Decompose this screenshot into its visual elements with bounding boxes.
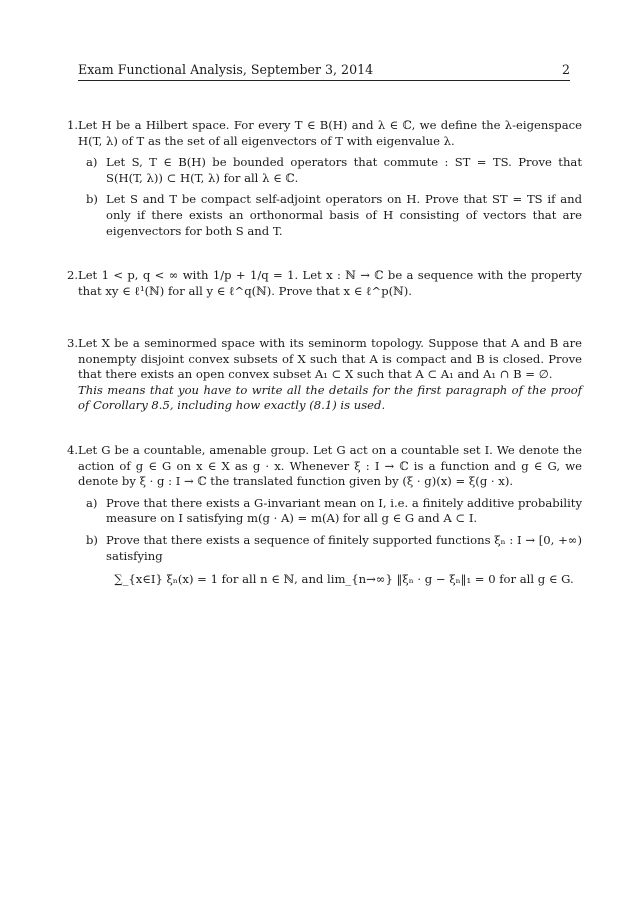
problem-3 <box>56 336 582 414</box>
problem-note: This means that you have to write all the details for the first paragraph of the proof of Corollary 8.5, including how exactly (8.1) is used. <box>78 382 582 413</box>
part-label: b) <box>86 192 98 207</box>
problem-number: 3. <box>66 336 78 350</box>
problem-2 <box>56 268 582 299</box>
problem-part <box>78 533 582 564</box>
part-label: a) <box>86 495 98 510</box>
problem-part <box>78 192 582 239</box>
problem-number: 2. <box>66 268 78 282</box>
problem-part <box>78 496 582 527</box>
part-label: b) <box>86 532 98 547</box>
problem-number: 4. <box>66 443 78 457</box>
problem-1 <box>56 118 582 239</box>
part-text: Let S, T ∈ B(H) be bounded operators that commute : ST = TS. Prove that S(H(T, λ)) ⊂ H(T, λ) for all λ ∈ ℂ. <box>106 155 582 185</box>
page-number: 2 <box>561 62 570 77</box>
part-label: a) <box>86 155 98 170</box>
display-equation <box>106 572 582 588</box>
part-text: Prove that there exists a G-invariant mean on I, i.e. a finitely additive probability measure on I satisfying m(g · A) = m(A) for all g ∈ G and A ⊂ I. <box>106 495 582 526</box>
equation-text: ∑_{x∈I} ξₙ(x) = 1 for all n ∈ ℕ, and lim_{n→∞} ‖ξₙ · g − ξₙ‖₁ = 0 for all g ∈ G. <box>114 572 574 587</box>
problem-number: 1. <box>66 118 78 132</box>
part-text: Prove that there exists a sequence of finitely supported functions ξₙ : I → [0, +∞) satisfying <box>106 532 582 563</box>
exam-title: Exam Functional Analysis, September 3, 2014 <box>78 62 374 77</box>
problem-text: Let H be a Hilbert space. For every T ∈ B(H) and λ ∈ ℂ, we define the λ-eigenspace H(T, λ) of T as the set of all eigenvectors of T with eigenvalue λ. <box>78 118 582 148</box>
problem-text: Let X be a seminormed space with its seminorm topology. Suppose that A and B are nonempty disjoint convex subsets of X such that A is compact and B is closed. Prove that there exists an open convex subset A₁ ⊂ X such that A ⊂ A₁ and A₁ ∩ B = ∅. <box>78 336 582 382</box>
problem-4 <box>56 443 582 588</box>
problem-text: Let G be a countable, amenable group. Let G act on a countable set I. We denote the action of g ∈ G on x ∈ X as g · x. Whenever ξ : I → ℂ is a function and g ∈ G, we denote by ξ · g : I → ℂ the translated function given by (ξ · g)(x) = ξ(g · x). <box>78 443 582 489</box>
problem-part <box>78 155 582 186</box>
page-header <box>78 62 570 80</box>
part-text: Let S and T be compact self-adjoint operators on H. Prove that ST = TS if and only if there exists an orthonormal basis of H consisting of vectors that are eigenvectors for both S and T. <box>106 192 582 238</box>
problem-text: Let 1 < p, q < ∞ with 1/p + 1/q = 1. Let x : ℕ → ℂ be a sequence with the property that xy ∈ ℓ¹(ℕ) for all y ∈ ℓ^q(ℕ). Prove that x ∈ ℓ^p(ℕ). <box>78 268 582 298</box>
header-rule <box>78 80 570 81</box>
